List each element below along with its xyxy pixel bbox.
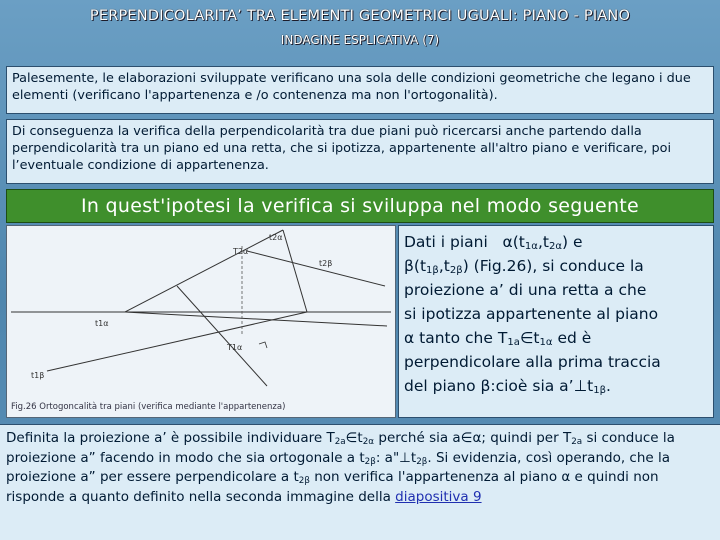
label-t2beta: t2β: [319, 259, 333, 268]
rsub: 1β: [593, 385, 607, 396]
rtext: ) e: [562, 233, 583, 251]
rtext: ,t: [438, 257, 450, 275]
projection-a-double: [247, 251, 385, 286]
label-T1a: T1α: [227, 343, 243, 352]
rsub: 1α: [524, 241, 538, 252]
bsub: 2β: [298, 476, 310, 486]
rsub: 2α: [548, 241, 562, 252]
consequence-text: Di conseguenza la verifica della perpendicolarità tra due piani può ricercarsi anche partendo dalla perpendicolarità tra un piano ed una retta, che si ipotizza, appartenente all'altro piano e verificare, poi l’eventuale condizione di appartenenza.: [12, 124, 672, 173]
bsub: 2a: [334, 437, 346, 447]
btext: Definita la proiezione a’ è possibile individuare T: [6, 430, 335, 446]
bsub: 2α: [362, 437, 375, 447]
conclusion-box: [0, 424, 720, 540]
rtext: ∈t: [519, 329, 540, 347]
rtext: Dati i piani: [404, 233, 488, 251]
rtext: ,t: [537, 233, 549, 251]
rtext: ed è: [552, 329, 592, 347]
rsub: 2β: [449, 265, 463, 276]
slide-title: PERPENDICOLARITA’ TRA ELEMENTI GEOMETRICI UGUALI: PIANO - PIANO: [89, 8, 631, 24]
slide-9-link[interactable]: diapositiva 9: [395, 488, 482, 505]
rtext: del piano β:cioè sia a’⊥t: [404, 377, 594, 395]
label-t2alpha: t2α: [269, 233, 283, 242]
rtext: proiezione a’ di una retta a che: [404, 281, 647, 299]
rsub: 1α: [539, 337, 553, 348]
rtext: perpendicolare alla prima traccia: [404, 353, 661, 371]
rtext: α(t: [502, 233, 525, 251]
btext: non verifica l'appartenenza al piano α e quindi non risponde a quanto definito nella seconda immagine della: [6, 469, 659, 505]
rsub: 1a: [507, 337, 520, 348]
rsub: 1β: [426, 265, 439, 276]
btext: ∈t: [345, 430, 363, 446]
rtext: si ipotizza appartenente al piano: [404, 305, 659, 323]
btext: . Si evidenzia, così operando, che la proiezione a” per essere perpendicolare a t: [6, 449, 671, 485]
bsub: 2a: [571, 437, 583, 447]
projection-a-prime: [177, 286, 267, 386]
rtext: .: [606, 377, 611, 395]
explanation-box: [398, 225, 714, 418]
label-t1alpha: t1α: [95, 319, 109, 328]
geometric-diagram: [7, 226, 396, 418]
rtext: ) (Fig.26), si conduce la: [462, 257, 644, 275]
btext: : a"⊥t: [375, 449, 417, 466]
btext: perché sia a∈α; quindi per T: [374, 430, 572, 446]
intro-text-box: [6, 66, 714, 114]
right-angle-mark: [259, 342, 267, 348]
trace-t2-beta: [283, 230, 307, 312]
intro-text: Palesemente, le elaborazioni sviluppate verificano una sola delle condizioni geometriche che legano i due elementi (verificano l'appartenenza e /o contenenza ma non l'ortogonalità).: [12, 71, 691, 103]
rtext: β(t: [404, 257, 427, 275]
label-t1beta: t1β: [31, 371, 45, 380]
banner-heading: In quest'ipotesi la verifica si sviluppa nel modo seguente: [6, 189, 714, 223]
trace-t2-alpha: [125, 230, 283, 312]
bsub: 2β: [364, 456, 376, 467]
figure-26: [6, 225, 396, 418]
label-T2a: T2α: [233, 247, 249, 256]
bsub: 2β: [416, 456, 428, 467]
consequence-text-box: [6, 119, 714, 184]
btext: si conduce la proiezione a” facendo in modo che sia ortogonale a t: [6, 430, 675, 466]
trace-t1-beta: [47, 312, 307, 371]
rtext: α tanto che T: [404, 329, 508, 347]
slide-subtitle: INDAGINE ESPLICATIVA (7): [280, 33, 440, 47]
figure-caption: Fig.26 Ortogoncalità tra piani (verifica mediante l'appartenenza): [11, 402, 286, 412]
